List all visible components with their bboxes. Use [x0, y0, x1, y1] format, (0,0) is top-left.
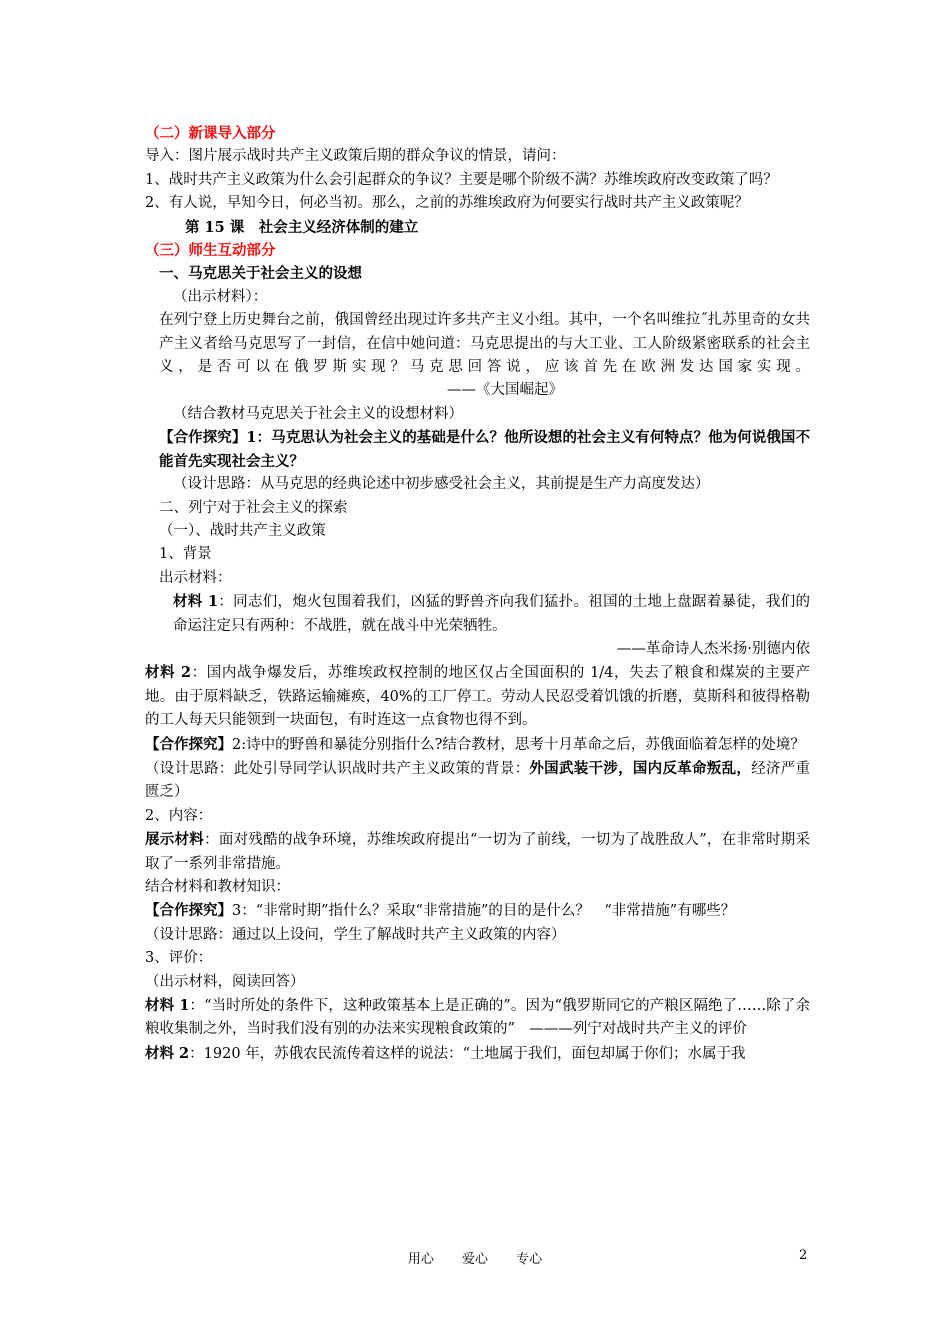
document-body: [145, 122, 810, 1066]
section-title-new-lesson: （二）新课导入部分: [145, 125, 276, 142]
footer-word-2: 爱心: [461, 1252, 488, 1267]
material-label: 材料 2: [145, 1044, 190, 1062]
design-post: 经济严重匮乏）: [145, 760, 811, 801]
material-text: ：“当时所处的条件下，这种政策基本上是正确的”。因为“俄罗斯同它的产粮区隔绝了……除了余粮收集制之外，当时我们没有别的办法来实现粮食政策的” ———列宁对战时共产主义的评价: [145, 998, 810, 1038]
combine-textbook-2: 结合材料和教材知识：: [145, 879, 290, 895]
eval-material-2: [145, 1042, 810, 1066]
coop-label: 【合作探究】: [159, 429, 247, 447]
marx-material-body: 在列宁登上历史舞台之前，俄国曾经出现过许多共产主义小组。其中，一个名叫维拉˝扎苏里奇的女共产主义者给马克思写了一封信，在信中她问道：马克思提出的与大工业、工人阶级紧密联系的社会主义，是否可以在俄罗斯实现？马克思回答说，应该首先在欧洲发达国家实现。: [159, 312, 810, 376]
subheading-war-communism: （一）、战时共产主义政策: [159, 522, 326, 539]
lesson-title: 第 15 课 社会主义经济体制的建立: [185, 218, 419, 236]
material-label: 材料 1: [145, 997, 190, 1015]
evaluation-heading: 3、评价：: [145, 950, 213, 967]
page-footer: [0, 1248, 950, 1270]
footer-word-3: 专心: [516, 1252, 543, 1267]
content-heading: 2、内容：: [145, 807, 213, 824]
material-label: 材料 1: [173, 593, 219, 611]
material-2-civil-war: [145, 661, 810, 732]
marx-material-text: [145, 309, 810, 403]
coop-label: 【合作探究】: [145, 902, 232, 920]
poem-source: ——革命诗人杰米扬·别德内依: [616, 640, 810, 657]
combine-textbook-1: （结合教材马克思关于社会主义的设想材料）: [173, 405, 463, 422]
design-bold: 外国武装干涉，国内反革命叛乱，: [529, 759, 752, 777]
intro-text: 导入：图片展示战时共产主义政策后期的群众争议的情景，请问：: [145, 148, 566, 165]
coop-inquiry-2: [145, 733, 810, 757]
show-material-2: 出示材料：: [159, 569, 232, 586]
coop-text: 3：“非常时期”指什么？采取“非常措施”的目的是什么？ “非常措施”有哪些？: [232, 903, 736, 920]
page-number: 2: [799, 1248, 808, 1263]
material-text: ：国内战争爆发后，苏维埃政权控制的地区仅占全国面积的 1/4，失去了粮食和煤炭的主要产地。由于原料缺乏，铁路运输瘫痪，40%的工厂停工。劳动人民忍受着饥饿的折磨，莫斯科和彼得格勒的工人每天只能领到一块面包，有时连这一点食物也得不到。: [145, 665, 810, 729]
design-note-3: （设计思路：通过以上设问，学生了解战时共产主义政策的内容）: [145, 926, 566, 943]
footer-motto: [0, 1248, 950, 1267]
material-1-poem: [145, 590, 810, 638]
material-text: ：同志们，炮火包围着我们，凶猛的野兽齐向我们猛扑。祖国的土地上盘踞着暴徒，我们的命运注定只有两种：不战胜，就在战斗中光荣牺牲。: [173, 594, 811, 634]
coop-text: 2:诗中的野兽和暴徒分别指什么?结合教材，思考十月革命之后，苏俄面临着怎样的处境？: [232, 736, 805, 753]
coop-text: 1：马克思认为社会主义的基础是什么？他所设想的社会主义有何特点？他为何说俄国不能首先实现社会主义？: [159, 429, 811, 470]
show-material-3: [145, 828, 810, 876]
material-text: ：1920 年，苏俄农民流传着这样的说法：“土地属于我们，面包却属于你们；水属于我: [189, 1045, 746, 1062]
material-label: 展示材料: [145, 831, 205, 849]
coop-label: 【合作探究】: [145, 735, 232, 753]
design-note-1: （设计思路：从马克思的经典论述中初步感受社会主义，其前提是生产力高度发达）: [173, 476, 710, 493]
design-note-2: [145, 757, 810, 805]
section-title-interaction: （三）师生互动部分: [145, 242, 276, 260]
marx-material-source: ——《大国崛起》: [447, 382, 563, 399]
background-heading: 1、背景: [159, 546, 212, 563]
question-1: 1、战时共产主义政策为什么会引起群众的争议？主要是哪个阶级不满？苏维埃政府改变政策了吗？: [145, 171, 778, 188]
coop-inquiry-3: [145, 899, 810, 923]
heading-lenin: 二、列宁对于社会主义的探索: [159, 499, 348, 516]
question-2: 2、有人说，早知今日，何必当初。那么，之前的苏维埃政府为何要实行战时共产主义政策呢？: [145, 195, 749, 212]
show-material-1: （出示材料）：: [173, 288, 268, 305]
heading-marx: 一、马克思关于社会主义的设想: [159, 265, 362, 283]
eval-material-1: [145, 994, 810, 1042]
material-label: 材料 2: [145, 664, 192, 682]
show-material-4: （出示材料，阅读回答）: [145, 973, 305, 990]
material-text: ：面对残酷的战争环境，苏维埃政府提出“一切为了前线，一切为了战胜敌人”，在非常时期采取了一系列非常措施。: [145, 832, 811, 872]
coop-inquiry-1: [145, 426, 810, 473]
design-pre: （设计思路：此处引导同学认识战时共产主义政策的背景：: [145, 760, 530, 777]
footer-word-1: 用心: [407, 1252, 434, 1267]
